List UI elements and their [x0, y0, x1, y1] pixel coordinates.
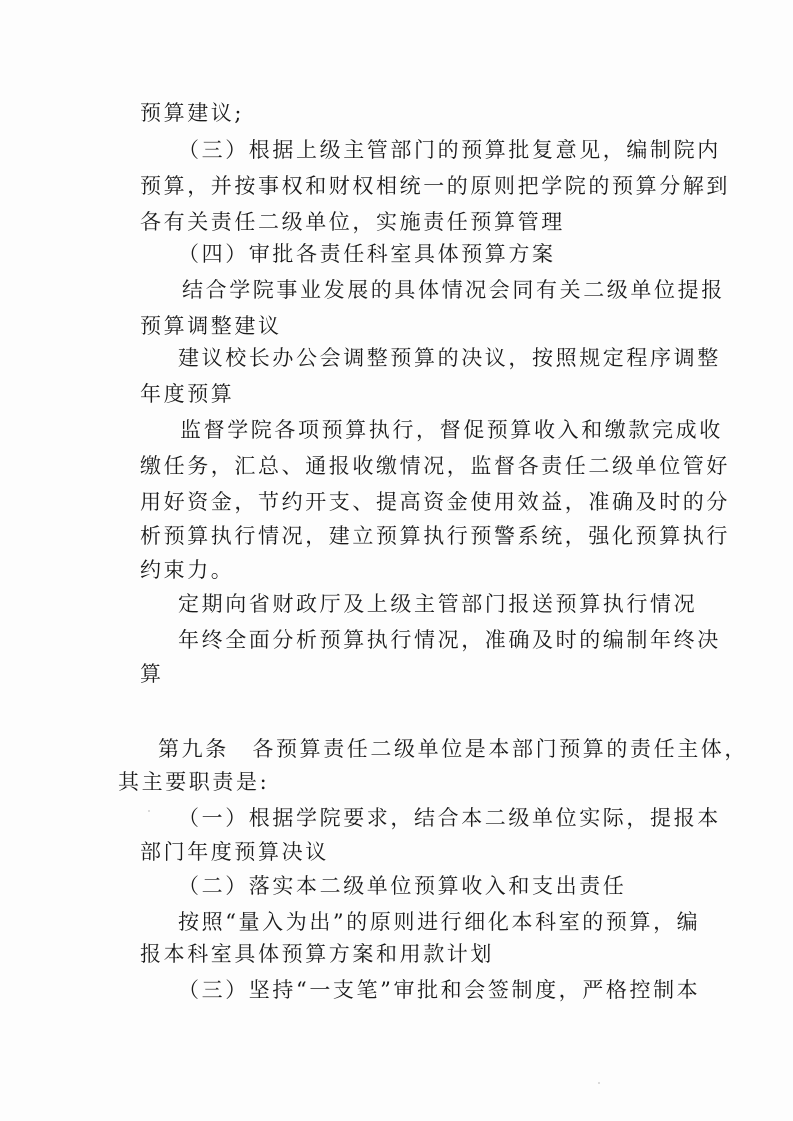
text-line: 定期向省财政厅及上级主管部门报送预算执行情况 [178, 592, 698, 616]
text-line: （一）根据学院要求，结合本二级单位实际，提报本 [178, 806, 721, 830]
text-line: 预算建议; [140, 101, 245, 125]
text-line: 结合学院事业发展的具体情况会同有关二级单位提报 [182, 278, 725, 302]
text-line: 析预算执行情况，建立预算执行预警系统，强化预算执行 [140, 524, 730, 548]
text-line: 年终全面分析预算执行情况，准确及时的编制年终决 [178, 628, 721, 652]
text-line: 按照“量入为出”的原则进行细化本科室的预算，编 [178, 910, 701, 934]
text-line: （三）根据上级主管部门的预算批复意见，编制院内 [178, 138, 721, 162]
text-line: （三）坚持“一支笔”审批和会签制度，严格控制本 [178, 978, 701, 1002]
text-line: 各有关责任二级单位，实施责任预算管理 [140, 210, 565, 234]
scan-speck [148, 810, 150, 812]
text-line: 年度预算 [140, 382, 235, 406]
text-line: 建议校长办公会调整预算的决议，按照规定程序调整 [178, 346, 721, 370]
text-line: 部门年度预算决议 [140, 840, 329, 864]
text-line: 报本科室具体预算方案和用款计划 [140, 942, 494, 966]
text-line: 约束力。 [140, 558, 235, 582]
text-line: 预算，并按事权和财权相统一的原则把学院的预算分解到 [140, 174, 730, 198]
text-line: 算 [140, 662, 164, 686]
text-line: 缴任务，汇总、通报收缴情况，监督各责任二级单位管好 [140, 454, 730, 478]
text-line: （二）落实本二级单位预算收入和支出责任 [178, 874, 627, 898]
article-heading: 第九条 各预算责任二级单位是本部门预算的责任主体， [158, 737, 748, 761]
text-line: 其主要职责是: [118, 770, 270, 794]
text-line: （四）审批各责任科室具体预算方案 [178, 242, 556, 266]
scan-speck [598, 1082, 600, 1084]
text-line: 用好资金，节约开支、提高资金使用效益，准确及时的分 [140, 490, 730, 514]
text-line: 预算调整建议 [140, 314, 282, 338]
text-line: 监督学院各项预算执行，督促预算收入和缴款完成收 [180, 418, 723, 442]
